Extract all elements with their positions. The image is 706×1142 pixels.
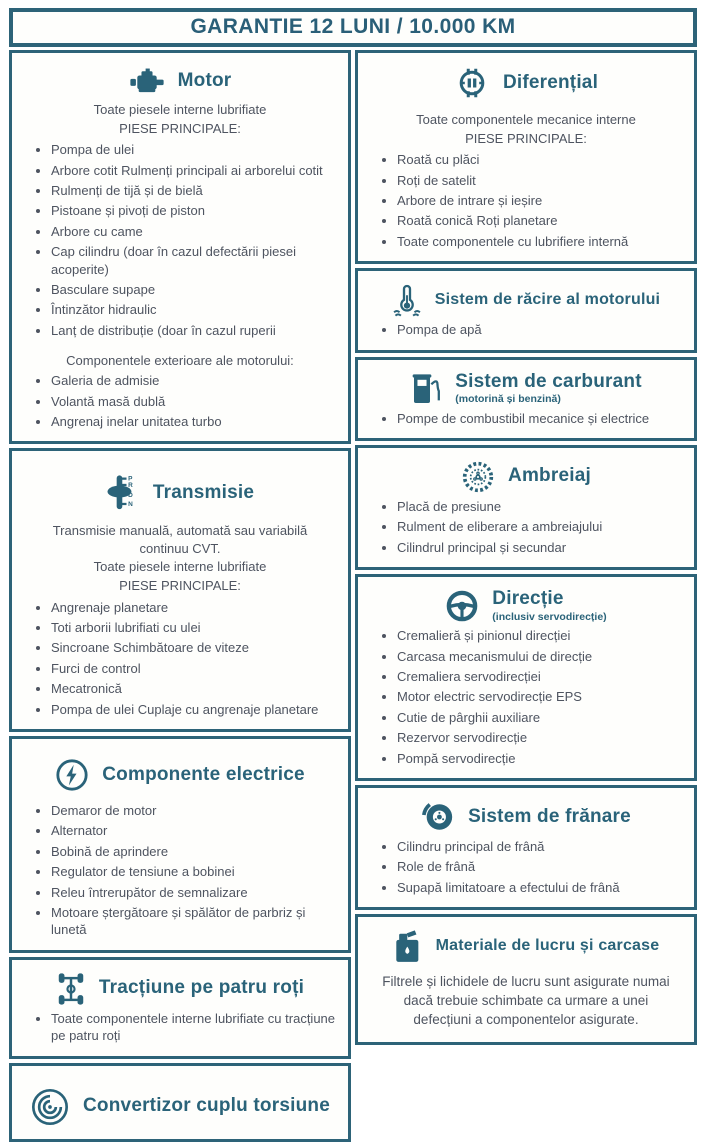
clutch-disc-icon bbox=[461, 460, 495, 494]
list-item: • Lanț de distribuție (doar în cazul ruperii bbox=[51, 322, 339, 339]
transmisie-bullet-list bbox=[21, 599, 339, 718]
gear-shifter-icon bbox=[106, 474, 140, 512]
list-item: • Pistoane și pivoți de piston bbox=[51, 202, 339, 219]
motor-exterior-bullet-list bbox=[21, 372, 339, 430]
diferential-bullet-list bbox=[367, 151, 685, 250]
section-ambreiaj bbox=[355, 445, 697, 570]
section-franare-header bbox=[367, 800, 685, 834]
list-item: • Toate componentele interne lubrifiate cu tracțiune pe patru roți bbox=[51, 1010, 339, 1045]
section-directie-title: Direcție bbox=[492, 588, 564, 610]
directie-bullet-list bbox=[367, 627, 685, 767]
section-tractiune-header bbox=[21, 972, 339, 1006]
list-item: • Toti arborii lubrifiati cu ulei bbox=[51, 619, 339, 636]
list-item: • Rezervor servodirecție bbox=[397, 729, 685, 746]
section-diferential bbox=[355, 50, 697, 264]
list-item: • Bobină de aprindere bbox=[51, 843, 339, 860]
materiale-note-text: Filtrele și lichidele de lucru sunt asigurate numai dacă trebuie schimbate ca urmare a unei defecțiuni a componentelor asigurate. bbox=[382, 974, 670, 1027]
list-item: • Angrenaj inelar unitatea turbo bbox=[51, 413, 339, 430]
transmisie-piese-principale: PIESE PRINCIPALE: bbox=[119, 578, 241, 594]
list-item: • Cremaliera servodirecției bbox=[397, 668, 685, 685]
list-item: • Alternator bbox=[51, 822, 339, 839]
list-item: • Toate componentele cu lubrifiere internă bbox=[397, 233, 685, 250]
section-racire-header bbox=[367, 283, 685, 317]
list-item: • Demaror de motor bbox=[51, 802, 339, 819]
section-materiale-title: Materiale de lucru și carcase bbox=[435, 937, 660, 955]
list-item: • Volantă masă dublă bbox=[51, 393, 339, 410]
page-title: GARANTIE 12 LUNI / 10.000 KM bbox=[190, 15, 516, 38]
section-transmisie bbox=[9, 448, 351, 732]
steering-wheel-icon bbox=[445, 589, 479, 623]
diferential-piese-principale: PIESE PRINCIPALE: bbox=[465, 130, 587, 146]
list-item: • Motoare ștergătoare și spălător de parbriz și lunetă bbox=[51, 904, 339, 939]
list-item: • Motor electric servodirecție EPS bbox=[397, 688, 685, 705]
section-tractiune-title: Tracțiune pe patru roți bbox=[98, 977, 305, 999]
torque-converter-icon bbox=[30, 1087, 70, 1127]
list-item: • Cremalieră și pinionul direcției bbox=[397, 627, 685, 644]
franare-bullet-list bbox=[367, 838, 685, 896]
svg-text:R: R bbox=[127, 482, 133, 490]
list-item: • Rulmenți de tijă și de bielă bbox=[51, 182, 339, 199]
svg-text:P: P bbox=[127, 475, 133, 483]
list-item: • Mecatronică bbox=[51, 680, 339, 697]
svg-text:D: D bbox=[127, 492, 133, 500]
list-item: • Placă de presiune bbox=[397, 498, 685, 515]
page-header bbox=[9, 8, 697, 47]
section-convertizor-title: Convertizor cuplu torsiune bbox=[83, 1095, 330, 1117]
left-column bbox=[9, 50, 351, 1117]
carburant-bullet-list bbox=[367, 410, 685, 427]
section-motor bbox=[9, 50, 351, 444]
section-carburant-title: Sistem de carburant bbox=[455, 370, 642, 392]
section-directie bbox=[355, 574, 697, 781]
list-item: • Basculare supape bbox=[51, 281, 339, 298]
carburant-title-block bbox=[455, 372, 641, 406]
list-item: • Supapă limitatoare a efectului de frână bbox=[397, 879, 685, 896]
section-diferential-header bbox=[367, 65, 685, 101]
list-item: • Cutie de pârghii auxiliare bbox=[397, 709, 685, 726]
list-item: • Cap cilindru (doar în cazul defectării piesei acoperite) bbox=[51, 243, 339, 278]
section-materiale bbox=[355, 914, 697, 1045]
list-item: • Carcasa mecanismului de direcție bbox=[397, 648, 685, 665]
tractiune-bullet-list bbox=[21, 1010, 339, 1045]
section-convertizor-header bbox=[21, 1087, 339, 1127]
section-transmisie-title: Transmisie bbox=[152, 481, 255, 503]
section-directie-header bbox=[367, 589, 685, 623]
list-item: • Pompă servodirecție bbox=[397, 750, 685, 767]
list-item: • Roată cu plăci bbox=[397, 151, 685, 168]
section-franare-title: Sistem de frănare bbox=[468, 805, 631, 827]
list-item: • Cilindru principal de frână bbox=[397, 838, 685, 855]
section-racire-title: Sistem de răcire al motorului bbox=[434, 291, 661, 309]
section-carburant-subtitle: (motorină și benzină) bbox=[455, 393, 561, 406]
section-tractiune bbox=[9, 957, 351, 1059]
section-ambreiaj-header bbox=[367, 460, 685, 494]
list-item: • Angrenaje planetare bbox=[51, 599, 339, 616]
motor-piese-principale: PIESE PRINCIPALE: bbox=[119, 120, 241, 136]
section-electrice-title: Componente electrice bbox=[102, 763, 305, 785]
motor-intro: Toate piesele interne lubrifiate bbox=[93, 102, 267, 117]
motor-exterior-subheading: Componentele exterioare ale motorului: bbox=[66, 353, 294, 369]
diferential-intro: Toate componentele mecanice interne bbox=[416, 112, 636, 127]
list-item: • Pompa de ulei Cuplaje cu angrenaje planetare bbox=[51, 701, 339, 718]
engine-icon bbox=[129, 65, 165, 97]
section-motor-header bbox=[21, 65, 339, 97]
section-componente-electrice bbox=[9, 736, 351, 953]
list-item: • Arbore de intrare și ieșire bbox=[397, 192, 685, 209]
brake-disc-icon bbox=[421, 800, 455, 834]
list-item: • Rulment de eliberare a ambreiajului bbox=[397, 518, 685, 535]
oil-canister-icon bbox=[393, 929, 423, 963]
section-racire bbox=[355, 268, 697, 352]
transmisie-intro2: Toate piesele interne lubrifiate bbox=[93, 559, 267, 575]
list-item: • Pompa de ulei bbox=[51, 141, 339, 158]
four-wheel-drive-icon bbox=[56, 972, 86, 1006]
list-item: • Furci de control bbox=[51, 660, 339, 677]
section-transmisie-header bbox=[21, 474, 339, 512]
list-item: • Releu întrerupător de semnalizare bbox=[51, 884, 339, 901]
list-item: • Arbore cu came bbox=[51, 223, 339, 240]
motor-bullet-list bbox=[21, 141, 339, 339]
list-item: • Arbore cotit Rulmenți principali ai arborelui cotit bbox=[51, 162, 339, 179]
thermometer-icon bbox=[392, 283, 422, 317]
list-item: • Pompa de apă bbox=[397, 321, 685, 338]
list-item: • Roți de satelit bbox=[397, 172, 685, 189]
list-item: • Galeria de admisie bbox=[51, 372, 339, 389]
list-item: • Pompe de combustibil mecanice și electrice bbox=[397, 410, 685, 427]
section-electrice-header bbox=[21, 758, 339, 792]
section-franare bbox=[355, 785, 697, 910]
list-item: • Roată conică Roți planetare bbox=[397, 212, 685, 229]
section-diferential-title: Diferențial bbox=[502, 71, 599, 93]
list-item: • Sincroane Schimbătoare de viteze bbox=[51, 639, 339, 656]
section-convertizor bbox=[9, 1063, 351, 1142]
section-motor-title: Motor bbox=[177, 69, 232, 91]
transmisie-intro: Transmisie manuală, automată sau variabilă continuu CVT. bbox=[52, 523, 308, 556]
section-ambreiaj-title: Ambreiaj bbox=[508, 465, 591, 487]
list-item: • Regulator de tensiune a bobinei bbox=[51, 863, 339, 880]
section-materiale-header bbox=[367, 929, 685, 963]
fuel-pump-icon bbox=[410, 372, 442, 406]
right-column bbox=[355, 50, 697, 1027]
directie-title-block bbox=[492, 589, 606, 623]
ambreiaj-bullet-list bbox=[367, 498, 685, 556]
section-carburant bbox=[355, 357, 697, 441]
section-directie-subtitle: (inclusiv servodirecție) bbox=[492, 611, 607, 624]
section-carburant-header bbox=[367, 372, 685, 406]
racire-bullet-list bbox=[367, 321, 685, 338]
list-item: • Cilindrul principal și secundar bbox=[397, 539, 685, 556]
list-item: • Întinzător hidraulic bbox=[51, 301, 339, 318]
differential-icon bbox=[454, 65, 490, 101]
two-column-layout bbox=[9, 50, 697, 1117]
electrice-bullet-list bbox=[21, 802, 339, 939]
lightning-icon bbox=[55, 758, 89, 792]
list-item: • Role de frână bbox=[397, 858, 685, 875]
svg-text:N: N bbox=[127, 501, 133, 509]
